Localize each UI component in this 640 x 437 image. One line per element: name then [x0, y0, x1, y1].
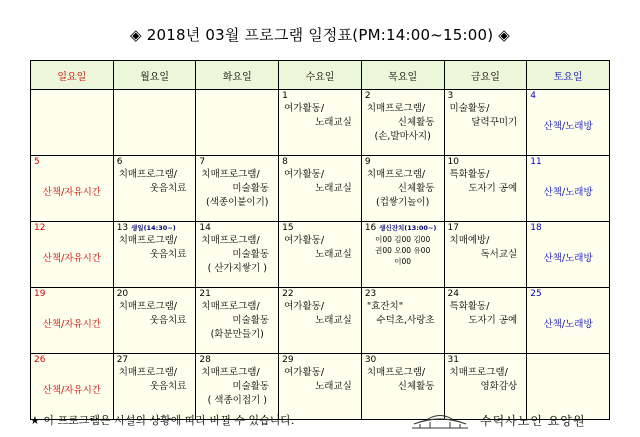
activity-line: 노래교실	[315, 249, 352, 260]
activity-line: 치매프로그램/	[366, 367, 426, 378]
day-number: 18	[530, 223, 542, 233]
day-number	[117, 223, 193, 234]
activity-line: 치매프로그램/	[201, 169, 260, 180]
activity-line: 웃음치료	[149, 183, 187, 194]
activity-line: 노래교실	[315, 381, 352, 392]
weekend-activity: 산책/노래방	[543, 187, 593, 198]
week-row	[31, 90, 610, 156]
activity-line: 웃음치료	[149, 315, 187, 326]
weekend-activity: 산책/자유시간	[42, 385, 101, 396]
day-cell-9	[361, 156, 444, 222]
day-cell-18	[527, 222, 610, 288]
activity-line: 여가활동/	[284, 367, 325, 378]
day-cell-22	[279, 288, 362, 354]
day-number: 4	[530, 91, 536, 101]
weekday-mon: 월요일	[113, 61, 196, 90]
activity-line: ( 색종이접기 )	[207, 395, 267, 406]
day-number: 29	[282, 355, 294, 365]
activity-line: 치매프로그램/	[201, 235, 260, 246]
day-cell-19	[31, 288, 114, 354]
empty-day-cell	[196, 90, 279, 156]
week-row	[31, 222, 610, 288]
event-note: 생신잔치(13:00~)	[379, 224, 437, 232]
activity-line: 치매프로그램/	[118, 301, 177, 312]
day-number: 17	[447, 223, 459, 233]
activity-line: 신체활동	[397, 117, 435, 128]
weekday-wed: 수요일	[279, 61, 362, 90]
activity-line: 이00	[394, 257, 412, 266]
activity-line: 신체활동	[397, 381, 435, 392]
day-number: 6	[116, 157, 123, 167]
day-cell-6	[113, 156, 196, 222]
day-cell-2	[361, 90, 444, 156]
day-cell-3	[444, 90, 527, 156]
activity-line: 치매프로그램/	[118, 367, 177, 378]
day-cell-17	[444, 222, 527, 288]
day-cell-7	[196, 156, 279, 222]
day-cell-8	[279, 156, 362, 222]
weekday-tue: 화요일	[196, 61, 279, 90]
day-cell-12	[31, 222, 114, 288]
activity-line: 치매프로그램/	[201, 367, 260, 378]
page-title: ◈ 2018년 03월 프로그램 일정표(PM:14:00~15:00) ◈	[130, 26, 510, 44]
day-number: 10	[447, 157, 459, 167]
activity-line: 치매프로그램/	[201, 301, 260, 312]
weekend-activity: 산책/자유시간	[42, 187, 101, 198]
day-number: 14	[199, 223, 211, 233]
activity-line: 도자기 공예	[468, 315, 518, 326]
activity-line: 여가활동/	[284, 301, 325, 312]
day-cell-24	[444, 288, 527, 354]
activity-line: (색종이붙이기)	[206, 197, 269, 208]
activity-line: 웃음치료	[149, 381, 187, 392]
activity-line: 미술활동	[232, 315, 270, 326]
footer-note: ★ 이 프로그램은 시설의 상황에 따라 바뀔 수 있습니다.	[30, 414, 295, 427]
day-number: 8	[282, 157, 288, 167]
day-cell-10	[444, 156, 527, 222]
activity-line: (컵쌓기놀이)	[376, 197, 430, 208]
day-number: 24	[447, 289, 459, 299]
day-number: 22	[282, 289, 294, 299]
day-number: 28	[199, 355, 211, 365]
activity-line: 권00 오00 유00	[375, 246, 431, 255]
day-number: 9	[364, 157, 371, 167]
activity-line: 미술활동	[232, 183, 270, 194]
activity-line: 치매예방/	[449, 235, 490, 246]
activity-line: 치매프로그램/	[449, 367, 508, 378]
empty-day-cell	[113, 90, 196, 156]
activity-line: 여가활동/	[284, 169, 325, 180]
activity-line: 노래교실	[315, 183, 352, 194]
day-number: 25	[530, 289, 542, 299]
day-number: 1	[282, 91, 288, 101]
weekend-activity: 산책/노래방	[543, 253, 593, 264]
day-number: 31	[447, 355, 459, 365]
footer	[30, 410, 610, 430]
weekend-activity: 산책/노래방	[543, 121, 593, 132]
day-cell-20	[113, 288, 196, 354]
activity-line: 특화활동/	[449, 301, 490, 312]
weekend-activity: 산책/자유시간	[42, 253, 101, 264]
weekday-sun: 일요일	[31, 61, 114, 90]
day-number: 23	[364, 289, 377, 299]
activity-line: 이00 김00 김00	[375, 235, 431, 244]
weekday-header-row	[31, 61, 610, 90]
activity-line: 도자기 공예	[468, 183, 518, 194]
activity-line: 수덕초,사랑초	[376, 315, 435, 326]
activity-line: (손,발마사지)	[374, 131, 431, 142]
activity-line: 독서교실	[480, 249, 518, 260]
day-number-text: 16	[364, 223, 377, 233]
activity-line: 노래교실	[315, 117, 352, 128]
weekend-activity: 산책/노래방	[543, 319, 593, 330]
day-number: 12	[34, 223, 46, 233]
temple-logo-icon	[410, 410, 470, 430]
day-number: 26	[34, 355, 46, 365]
day-number: 19	[34, 289, 46, 299]
day-number: 7	[199, 157, 206, 167]
activity-line: 치매프로그램/	[118, 235, 177, 246]
day-number: 27	[116, 355, 129, 365]
activity-line: 미술활동/	[449, 103, 490, 114]
event-note: 생일(14:30~)	[131, 224, 176, 232]
weekday-fri: 금요일	[444, 61, 527, 90]
empty-day-cell	[31, 90, 114, 156]
day-cell-4	[527, 90, 610, 156]
day-cell-5	[31, 156, 114, 222]
organization-name: 수덕사노인 요양원	[480, 414, 586, 428]
activity-line: 미술활동	[232, 381, 270, 392]
day-cell-23	[361, 288, 444, 354]
week-row	[31, 156, 610, 222]
day-cell-13	[113, 222, 196, 288]
weekday-thu: 목요일	[361, 61, 444, 90]
day-number: 20	[116, 289, 129, 299]
activity-line: ( 산가지쌓기 )	[207, 263, 267, 274]
day-cell-16	[361, 222, 444, 288]
activity-line: 여가활동/	[284, 103, 325, 114]
activity-line: 치매프로그램/	[366, 103, 426, 114]
activity-line: 달력꾸미기	[471, 117, 518, 128]
weekend-activity: 산책/자유시간	[42, 319, 101, 330]
day-cell-1	[279, 90, 362, 156]
activity-line: 영화감상	[480, 381, 518, 392]
day-number: 21	[199, 289, 211, 299]
activity-line: 웃음치료	[149, 249, 187, 260]
weekday-sat: 토요일	[527, 61, 610, 90]
activity-line: 노래교실	[315, 315, 352, 326]
activity-line: 치매프로그램/	[366, 169, 426, 180]
day-number: 3	[447, 91, 454, 101]
day-number: 15	[282, 223, 294, 233]
day-number: 5	[34, 157, 40, 167]
day-cell-15	[279, 222, 362, 288]
activity-line: 여가활동/	[284, 235, 325, 246]
day-cell-25	[527, 288, 610, 354]
day-number: 11	[530, 157, 542, 167]
activity-line: 특화활동/	[449, 169, 490, 180]
day-cell-14	[196, 222, 279, 288]
day-number-text: 13	[116, 223, 129, 233]
activity-line: 신체활동	[397, 183, 435, 194]
schedule-calendar	[30, 60, 610, 420]
week-row	[31, 288, 610, 354]
day-number: 30	[364, 355, 377, 365]
day-number	[365, 223, 441, 234]
activity-line: (화분만들기)	[210, 329, 264, 340]
activity-line: 미술활동	[232, 249, 270, 260]
day-cell-11	[527, 156, 610, 222]
activity-line: 치매프로그램/	[118, 169, 177, 180]
day-number: 2	[364, 91, 371, 101]
activity-line: "효잔치"	[366, 301, 404, 312]
day-cell-21	[196, 288, 279, 354]
